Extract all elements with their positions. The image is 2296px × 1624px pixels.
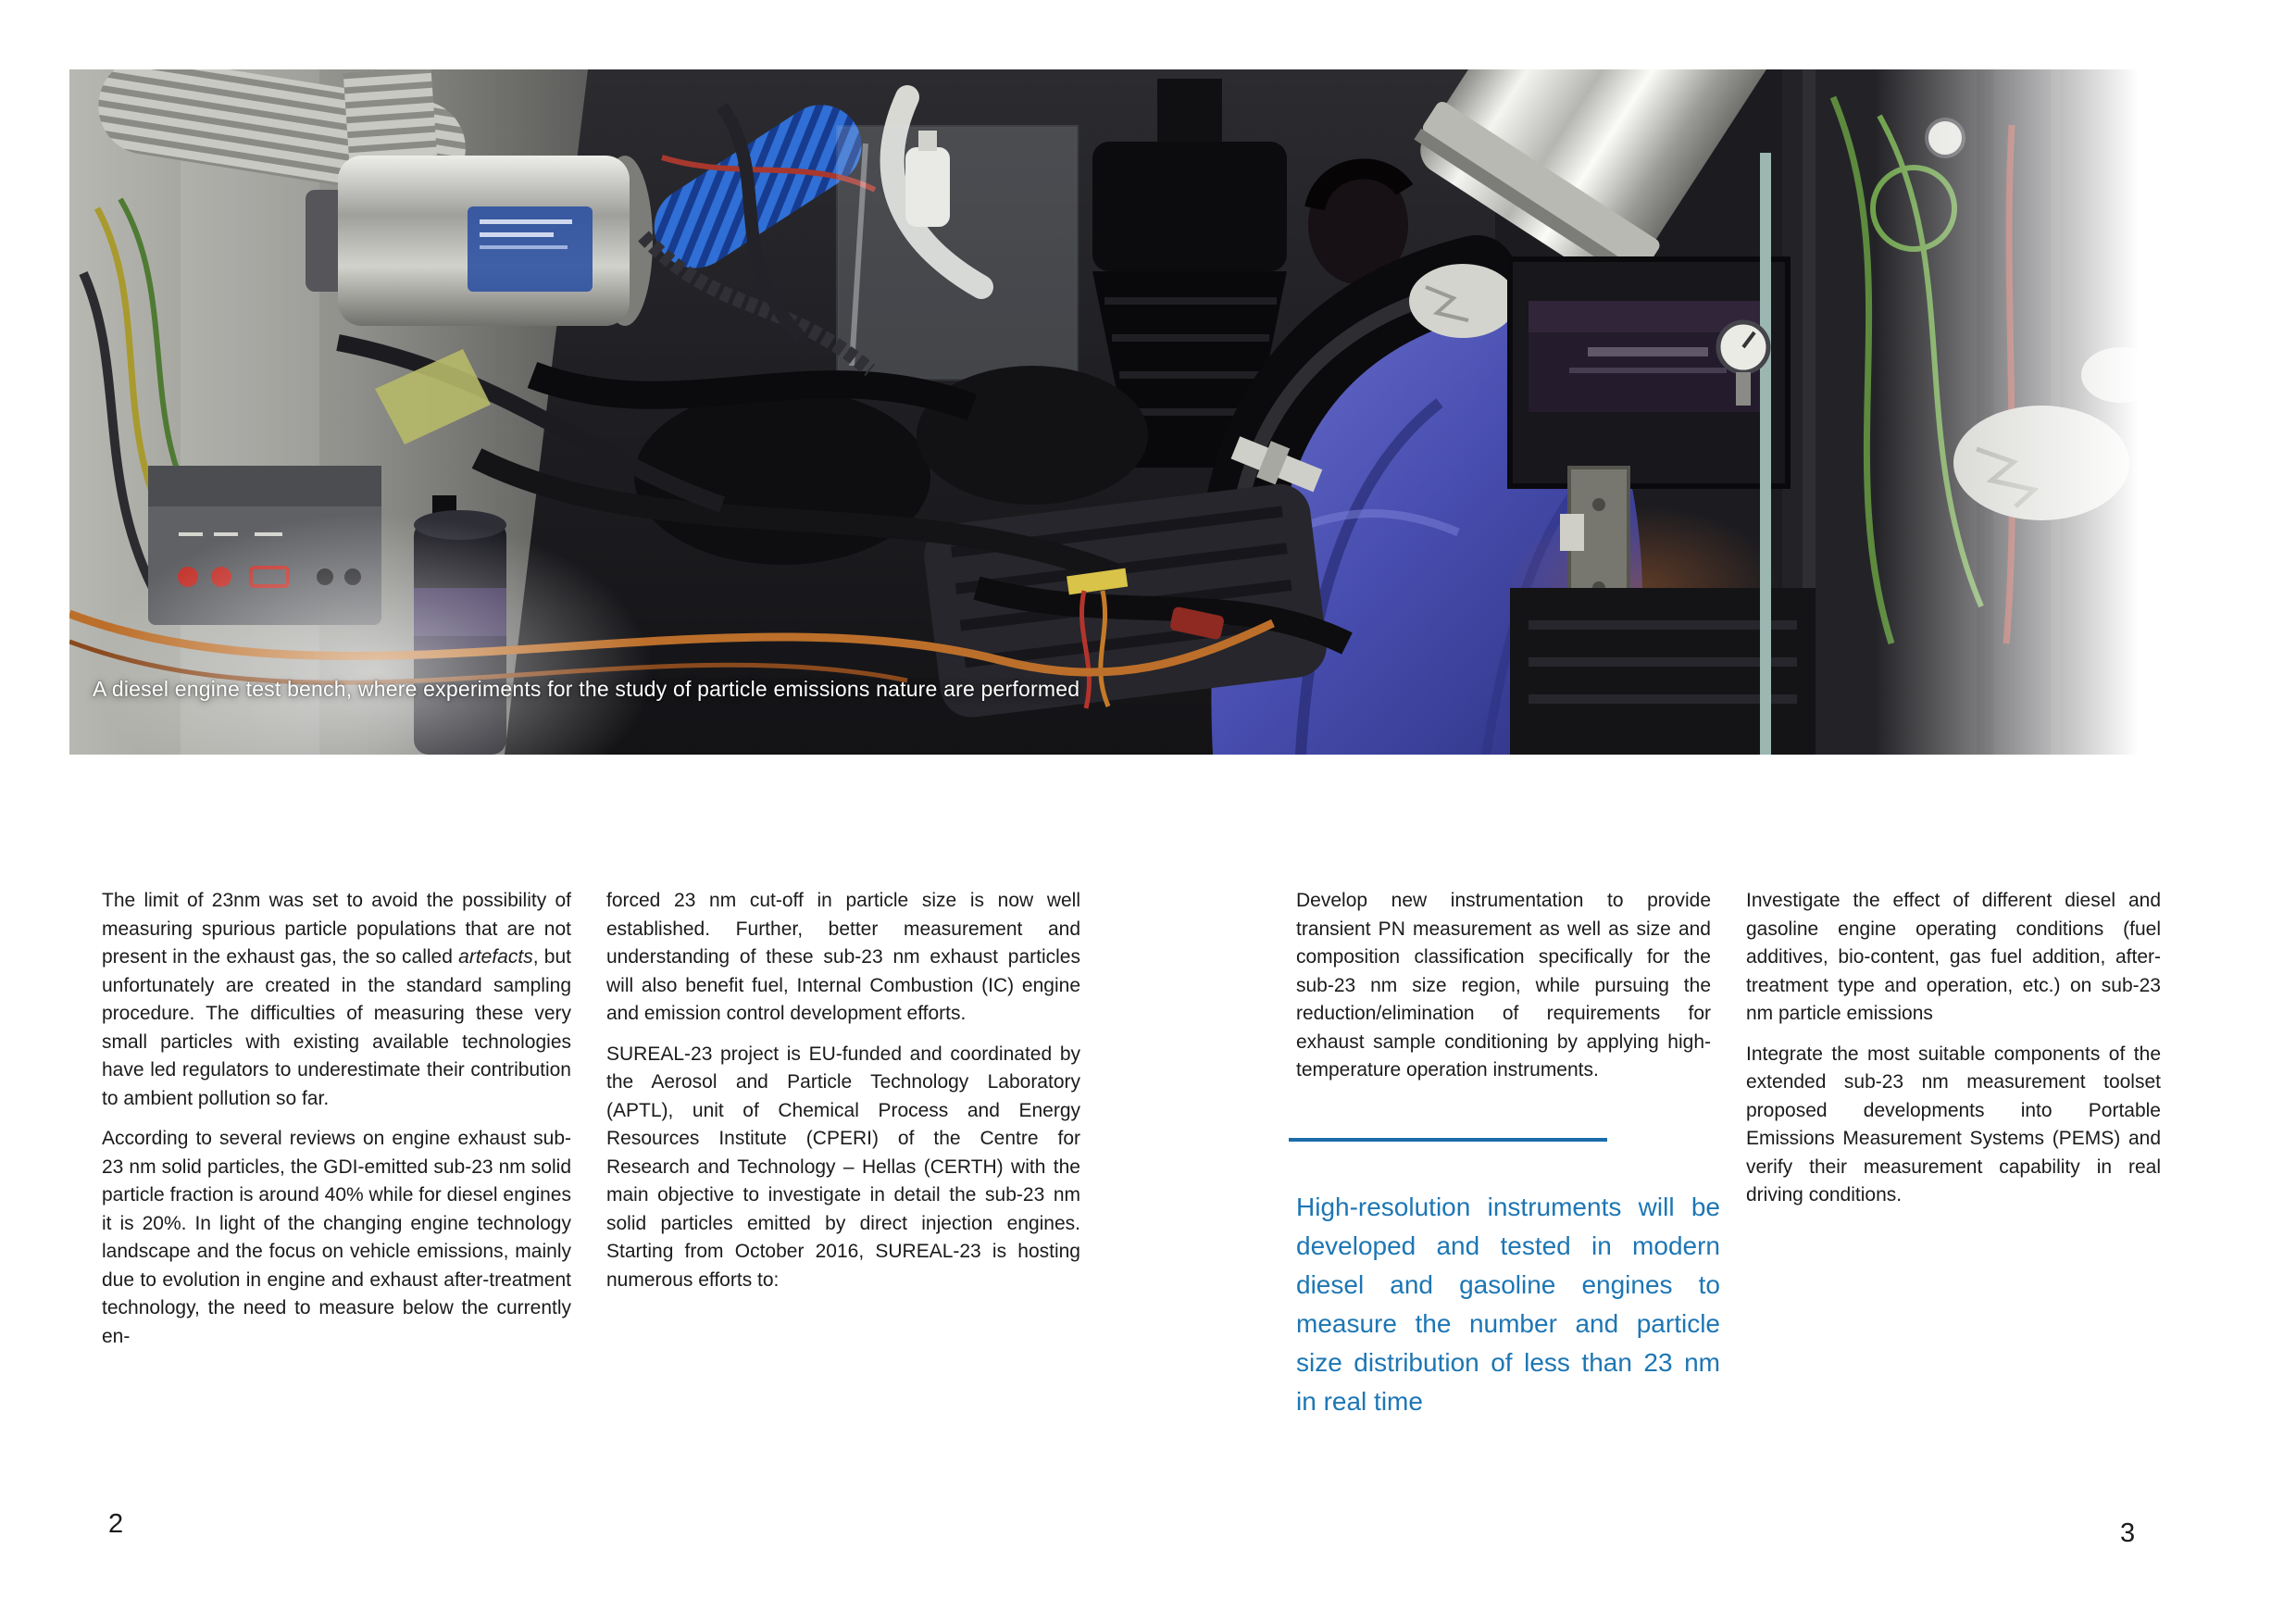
- plexiglass-enclosure: [838, 127, 1077, 379]
- right-page-number: 3: [2120, 1518, 2136, 1548]
- right-page-column-2: [1746, 887, 2161, 1222]
- italic-term: artefacts: [458, 946, 533, 968]
- paragraph: SUREAL-23 project is EU-funded and coordinated by the Aerosol and Particle Technology Laboratory (APTL), unit of Chemical Process and Energy Resources Institute (CPERI) of the Centre for Research and Technology – Hellas (CERTH) with the main objective to investigate in detail the sub-23 nm solid particles emitted by direct injection engines. Starting from October 2016, SUREAL-23 is hosting numerous efforts to:: [606, 1043, 1080, 1291]
- engine-test-bench-photo-illustration: [69, 69, 2139, 755]
- left-page-number: 2: [108, 1509, 124, 1539]
- pull-quote: High-resolution instruments will be developed and tested in modern diesel and gasoline engines to measure the number and particle size distribution of less than 23 nm in real time: [1296, 1193, 1720, 1416]
- left-page-column-1: [102, 887, 571, 1363]
- paragraph: Investigate the effect of different diesel and gasoline engine operating conditions (fuel additives, bio-content, gas fuel addition, after-treatment type and operation, etc.) on sub-23 nm particle emissions: [1746, 890, 2161, 1024]
- paragraph: forced 23 nm cut-off in particle size is now well established. Further, better measurement and understanding of these sub-23 nm exhaust particles will also benefit fuel, Internal Combustion (IC) engine and emission control development efforts.: [606, 890, 1080, 1024]
- paragraph: [102, 887, 571, 1113]
- left-page-column-2: [606, 887, 1080, 1306]
- paragraph: Integrate the most suitable components of the extended sub-23 nm measurement toolset proposed developments into Portable Emissions Measurement Systems (PEMS) and verify their measurement capability in real driving conditions.: [1746, 1043, 2161, 1206]
- paragraph: Develop new instrumentation to provide transient PN measurement as well as size and composition classification specifically for the sub-23 nm size region, while pursuing the reduction/elimination of requirements for exhaust sample conditioning by applying high-temperature operation instruments.: [1296, 890, 1711, 1081]
- motor-cylinder: [306, 156, 653, 326]
- engine-test-bench-photo: [69, 69, 2139, 755]
- paragraph-text: The limit of 23nm was set to avoid the possibility of measuring spurious particle populations that are not present in the exhaust gas, the so called: [102, 890, 571, 968]
- paragraph-text: , but unfortunately are created in the standard sampling procedure. The difficulties of measuring these very small particles with existing available technologies have led regulators to underestimate their contribution to ambient pollution so far.: [102, 946, 571, 1109]
- paragraph: According to several reviews on engine exhaust sub-23 nm solid particles, the GDI-emitted sub-23 nm solid particle fraction is around 40% while for diesel engines it is 20%. In light of the changing engine technology landscape and the focus on vehicle emissions, mainly due to evolution in engine and exhaust after-treatment technology, the need to measure below the currently en-: [102, 1128, 571, 1347]
- right-page-column-1: [1296, 887, 1711, 1097]
- photo-caption: A diesel engine test bench, where experiments for the study of particle emissions nature are performed: [93, 677, 1080, 701]
- pull-quote-divider-line: [1289, 1138, 1607, 1142]
